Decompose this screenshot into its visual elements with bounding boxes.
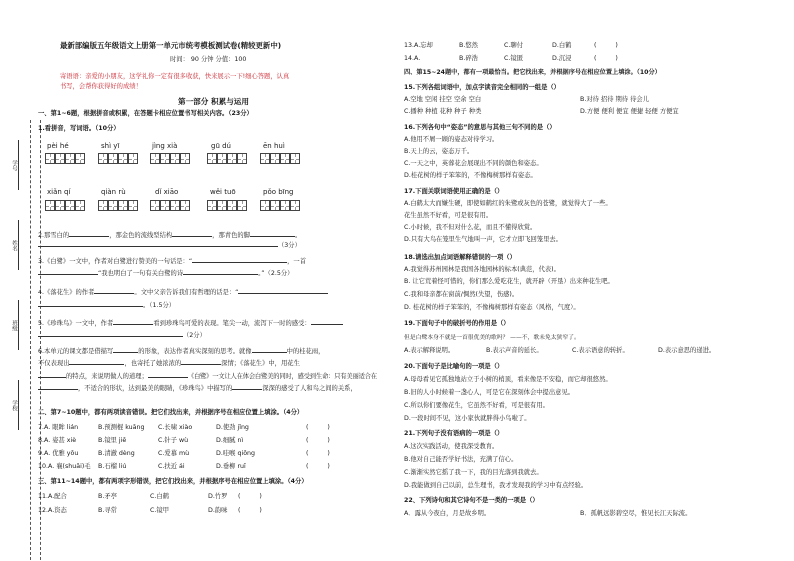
- answer-blank[interactable]: [38, 377, 66, 378]
- q2-score: （3分）: [278, 242, 301, 249]
- q5-line1: [38, 320, 343, 328]
- answer-blank[interactable]: [94, 293, 134, 294]
- q20-title: 20.下面句子是比喻句的一项是（）: [404, 363, 504, 370]
- q6-text-j: 深深的感受了人和鸟之间的关系，: [262, 385, 357, 392]
- q22-title: 22、下列诗句和其它诗句不是一类的一项是（）: [404, 497, 539, 504]
- q2-text-c: ，那青色的脚: [212, 232, 250, 239]
- q17-option-d[interactable]: D.只有大鸟在笼里生气地叫一声，它才立即飞回笼里去。: [404, 236, 562, 243]
- q21-option-d[interactable]: D.我能做到自己以前，总生理书，我才发现我的学习中有点经验。: [404, 482, 588, 489]
- q6-text-g: 的特点，来说明做人的道理；: [66, 373, 148, 380]
- pinyin-label: jìng xià: [152, 142, 178, 150]
- binding-field-line[interactable]: [18, 140, 19, 190]
- pinyin-label: shì yī: [101, 142, 120, 150]
- q21-option-a[interactable]: A.这次实践活动，使我深受教育。: [404, 443, 499, 450]
- q17-option-c[interactable]: C.小时候，我不但对什么花，而且不懂得欣赏。: [404, 224, 537, 231]
- q2-text-b: ，那金色的流线型结构: [109, 232, 173, 239]
- option-a[interactable]: 13.A.忘却: [404, 42, 433, 49]
- option-a[interactable]: 9.A. 优雅 yōu: [38, 450, 79, 457]
- pinyin-label: ēn huì: [263, 142, 285, 150]
- writing-grid[interactable]: [260, 200, 300, 211]
- q18-option-c[interactable]: C.我和母亲都在窗前/惆然(失望，伤感)。: [404, 291, 519, 298]
- q18-title: 18.请选出加点词语解释错误的一项（）: [404, 254, 516, 261]
- option-a[interactable]: 12.A.资态: [38, 507, 67, 514]
- encouragement-line-2: 书写，会帮你获得好的成绩！: [60, 83, 142, 90]
- q15-title: 15.下列各组词语中，加点字读音完全相同的一组是（）: [404, 84, 560, 91]
- q18-option-d[interactable]: D. 桂花树的样子笨笨的，不像梅树那样有姿态（风格，气度）。: [404, 304, 580, 311]
- binding-field-line[interactable]: [18, 300, 19, 350]
- q6-text-a: 6.本单元的课文都是借描写: [38, 348, 114, 355]
- answer-paren[interactable]: ( ): [306, 450, 330, 457]
- option-d[interactable]: D.沉浸: [552, 55, 572, 62]
- answer-blank[interactable]: [38, 306, 143, 307]
- option-a[interactable]: 14.A.: [404, 55, 421, 62]
- pinyin-label: dǐ xiāo: [155, 188, 179, 196]
- answer-blank[interactable]: [38, 336, 183, 337]
- q2-line1: [38, 232, 301, 240]
- answer-blank[interactable]: [38, 274, 98, 275]
- q5-line2: [38, 332, 206, 340]
- option-b[interactable]: B.表示声音的延长。: [486, 347, 543, 354]
- q22-option-b[interactable]: B．孤帆远影碧空尽，惟见长江天际流。: [580, 510, 692, 517]
- q20-option-b[interactable]: B.旧的人小时候着一盏心人，可是它在深刻体会中提出意见。: [404, 389, 575, 396]
- section4-title: 四、第15~24题中，都有一项最恰当。把它找出来，并根据序号在相应位置上填涂。（10分）: [404, 69, 661, 76]
- section1-instruction: 一、第1~6题，根据拼音或积累，在答题卡相应位置书写相关内容。（23分）: [38, 110, 253, 117]
- q16-option-a[interactable]: A.他用不屑一顾的姿态对待学习。: [404, 136, 499, 143]
- answer-paren[interactable]: ( ): [594, 55, 618, 62]
- option-c[interactable]: C.镜匿: [504, 55, 523, 62]
- q22-option-a[interactable]: A．露从今夜白，月是故乡明。: [404, 510, 491, 517]
- q3-text-d: 。”（2.5分）: [258, 270, 294, 277]
- pinyin-label: qiàn rù: [101, 188, 126, 196]
- answer-blank[interactable]: [183, 274, 258, 275]
- pinyin-label: gū dú: [211, 142, 231, 150]
- option-b[interactable]: B.碎浩: [459, 55, 478, 62]
- q6-text-c: 中的桂花雨，: [286, 348, 325, 355]
- q21-title: 21.下列句子没有语病的一项是（）: [404, 430, 504, 437]
- pinyin-label: wěi tuō: [210, 188, 236, 196]
- option-c[interactable]: C.长啸 xiào: [158, 424, 193, 431]
- q4-text-a: 4.《落花生》的作者: [38, 289, 95, 296]
- q3-text-b: ，一首: [287, 258, 306, 265]
- option-a[interactable]: 8.A. 姿甚 xiè: [38, 437, 77, 444]
- q3-line1: [38, 258, 306, 266]
- q20-option-a[interactable]: A.母母看见它孤独地站立于小树的梢顶，看来像是不安稳，而它却很悠然。: [404, 376, 612, 383]
- option-c[interactable]: C.白鹤: [150, 493, 169, 500]
- section3-title: 三、第11~14题中，都有两项字形错误，把它们找出来，并根据序号在相应位置上填涂。（4分）: [38, 478, 308, 485]
- q6-line2: [38, 360, 300, 368]
- q2-text-d: 。: [294, 232, 302, 239]
- answer-blank[interactable]: [238, 293, 328, 294]
- q18-option-b[interactable]: B. 让它荒着怪可惜的，你们那么爱吃花生，就开辟（开垦）出来种花生吧。: [404, 278, 614, 285]
- option-b[interactable]: B.悠然: [459, 42, 478, 49]
- writing-grid[interactable]: [45, 153, 85, 164]
- pinyin-label: xiǎn qí: [47, 188, 71, 196]
- option-d[interactable]: D.韵味: [208, 507, 228, 514]
- q4-line1: [38, 289, 328, 297]
- option-b[interactable]: B.预测棍 kuāng: [98, 424, 145, 431]
- answer-paren[interactable]: ( ): [594, 42, 618, 49]
- answer-blank[interactable]: [252, 352, 287, 353]
- q19-quote: 但是白鹭本身不就是一首很优美的歌吗？ ——不，歌未免太狭窄了。: [404, 335, 580, 341]
- option-d[interactable]: D.垂柳 ruī: [216, 463, 246, 470]
- q4-line2: [38, 302, 175, 310]
- writing-grid[interactable]: [45, 200, 85, 211]
- q6-text-f: 深情；《落花生》中，用花生: [221, 360, 300, 367]
- answer-paren[interactable]: ( ): [238, 507, 262, 514]
- answer-blank[interactable]: [38, 246, 278, 247]
- option-b[interactable]: B.石榴 liú: [98, 463, 127, 470]
- q20-option-d[interactable]: D.一段时间不见，这小家伙就胖得小鸟啦了。: [404, 415, 531, 422]
- answer-blank[interactable]: [38, 389, 78, 390]
- q6-line3: [38, 373, 377, 381]
- q17-option-b[interactable]: 花生虽然不好看，可是很有用。: [404, 212, 493, 219]
- pinyin-label: pèi hé: [47, 142, 69, 150]
- q4-text-b: 。文中父亲告诉我们有哲理的话是：“: [134, 289, 239, 296]
- q6-line4: [38, 385, 357, 393]
- q15-option-b[interactable]: B.对待 招待 期待 待会儿: [580, 96, 649, 103]
- q6-line1: [38, 348, 324, 356]
- writing-grid[interactable]: [98, 200, 138, 211]
- answer-blank[interactable]: [69, 364, 124, 365]
- q3-text-c: “我也明白了一句有关白鹭的诗: [98, 270, 184, 277]
- answer-blank[interactable]: [148, 377, 188, 378]
- option-d[interactable]: D.哇喉 qiōng: [216, 450, 256, 457]
- q20-option-c[interactable]: C.所以你们要像花生，它虽然不好看，可是很有用。: [404, 402, 549, 409]
- answer-paren[interactable]: ( ): [238, 493, 262, 500]
- q5-text-b: 看到珍珠鸟可爱的表现。笔尖一动，流泻下一时的感受：: [153, 320, 311, 327]
- q5-score: （2分）: [183, 332, 206, 339]
- part1-title: 第一部分 积累与运用: [178, 97, 249, 106]
- q2-line2: [38, 242, 301, 250]
- q15-option-d[interactable]: D.方便 便利 便宜 便捷 轻便 方便宜: [580, 108, 679, 115]
- answer-blank[interactable]: [113, 352, 138, 353]
- q6-text-b: 的形象，表达作者真实深刻的思考。就像: [138, 348, 252, 355]
- q15-option-a[interactable]: A.空地 空闲 挂空 空余 空白: [404, 96, 482, 103]
- q18-option-a[interactable]: A.我觉得苏州园林是我国各地园林的标本(典范，代表)。: [404, 266, 560, 273]
- writing-grid[interactable]: [260, 153, 300, 164]
- answer-paren[interactable]: ( ): [306, 424, 330, 431]
- binding-field-line[interactable]: [18, 380, 19, 430]
- option-d[interactable]: D.细腻 nì: [216, 437, 244, 444]
- answer-paren[interactable]: ( ): [306, 463, 330, 470]
- q4-score: 。（1.5分）: [143, 302, 176, 309]
- encouragement-line-1: 寄语语：亲爱的小朋友，这学礼你一定有很多收获，快来展示一下!细心答题，认真: [60, 73, 290, 80]
- q3-line2: [38, 270, 293, 278]
- q6-text-i: ，不适合的形状，达到最美的眼睛，《珍珠鸟》中描写的: [78, 385, 233, 392]
- option-a[interactable]: 11.A.配合: [38, 493, 67, 500]
- option-c[interactable]: C.镜甲: [150, 507, 169, 514]
- answer-blank[interactable]: [181, 364, 221, 365]
- option-b[interactable]: B.矛亭: [98, 493, 117, 500]
- option-d[interactable]: D.表示意思的递进。: [658, 347, 716, 354]
- q15-option-c[interactable]: C.播种 种植 花种 种子 种类: [404, 108, 482, 115]
- writing-grid[interactable]: [207, 200, 247, 211]
- answer-paren[interactable]: ( ): [306, 437, 330, 444]
- time-info: [170, 56, 246, 64]
- option-d[interactable]: D.白鹤: [552, 42, 572, 49]
- option-c[interactable]: C.爱慕 mù: [158, 450, 190, 457]
- q6-text-h: 《白鹭》一文让人在体会白鹭美的同时，感受到生命：只有美丽适合在: [187, 373, 377, 380]
- option-c[interactable]: C.聊付: [504, 42, 523, 49]
- q16-option-c[interactable]: C.一天之中，英蓉花会展现出不同的颜色和姿态。: [404, 160, 543, 167]
- exam-title: 最新部编版五年级语文上册第一单元市统考模板测试卷(精较更新中): [60, 41, 282, 50]
- writing-grid[interactable]: [150, 200, 190, 211]
- answer-blank[interactable]: [250, 236, 295, 237]
- option-a[interactable]: 10.A. 襄(shuāi)毛: [38, 463, 91, 470]
- option-b[interactable]: B.寻常: [98, 507, 117, 514]
- option-c[interactable]: C.表示语意的转折。: [572, 347, 629, 354]
- option-a[interactable]: 7.A. 眼眸 lián: [38, 424, 79, 431]
- score-label: 分钟 分值：100: [200, 56, 247, 63]
- q17-option-a[interactable]: A.白鹤太大而嫌生硬，即使如鹤红的朱鹭或灰色的苍鹭，就觉得大了一些。: [404, 200, 612, 207]
- q19-title: 19.下面句子中的破折号的作用是（）: [404, 320, 510, 327]
- q16-option-d[interactable]: D.桂花树的样子笨笨的，不像梅树那样有姿态。: [404, 172, 537, 179]
- time-value: 90: [190, 56, 199, 63]
- binding-label-class: 班级: [11, 320, 17, 331]
- time-label: 时间：: [170, 56, 189, 63]
- option-c[interactable]: C.针子 wù: [158, 437, 189, 444]
- binding-dashed-line: [30, 120, 31, 560]
- option-d[interactable]: D.竹罗: [208, 493, 228, 500]
- q2-text-a: 2.那雪白的: [38, 232, 70, 239]
- q21-option-b[interactable]: B.他对自己能否学好书法，充满了信心。: [404, 456, 518, 463]
- binding-label-student-id: 学号: [11, 160, 17, 171]
- option-a[interactable]: A.表示解释说明。: [404, 347, 455, 354]
- writing-grid[interactable]: [98, 153, 138, 164]
- binding-field-line[interactable]: [18, 220, 19, 270]
- answer-blank[interactable]: [113, 324, 153, 325]
- pinyin-label: pǒo bīng: [263, 188, 294, 196]
- answer-blank[interactable]: [69, 236, 109, 237]
- binding-label-school: 学校: [11, 400, 17, 411]
- q17-title: 17.下面关联词语使用正确的是（）: [404, 188, 504, 195]
- answer-blank[interactable]: [232, 389, 262, 390]
- q21-option-c[interactable]: C.渐渐实然它摇了我一下，我的目光落到我就去。: [404, 469, 543, 476]
- writing-grid[interactable]: [207, 153, 247, 164]
- option-d[interactable]: D.使劲 jǐng: [216, 424, 249, 431]
- answer-blank[interactable]: [192, 262, 287, 263]
- q16-option-b[interactable]: B.天上的云，姿态万千。: [404, 148, 474, 155]
- q16-title: 16.下列各句中“姿态”的意思与其他三句不同的是（）: [404, 124, 556, 131]
- writing-grid[interactable]: [150, 153, 190, 164]
- q5-text-a: 5.《珍珠鸟》一文中，作者: [38, 320, 114, 327]
- option-b[interactable]: B.镜里 jiē: [98, 437, 127, 444]
- q3-text-a: 3.《白鹭》一文中，作者对白鹭进行赞美的一句话是：“: [38, 258, 193, 265]
- q1-title: 1.看拼音，写词语。（10分）: [38, 125, 120, 132]
- answer-blank[interactable]: [172, 236, 212, 237]
- option-b[interactable]: B.清澈 dèng: [98, 450, 135, 457]
- option-c[interactable]: C.扶近 ái: [158, 463, 185, 470]
- binding-label-name: 姓名: [11, 240, 17, 251]
- q6-text-d: 不仅表现出: [38, 360, 70, 367]
- answer-blank[interactable]: [311, 324, 343, 325]
- section2-title: 二、第7~10题中，都有两项读音错误。把它们找出来，并根据序号在相应位置上填涂。（4分）: [38, 409, 304, 416]
- q6-text-e: ，也寄托了她浓浓的: [124, 360, 182, 367]
